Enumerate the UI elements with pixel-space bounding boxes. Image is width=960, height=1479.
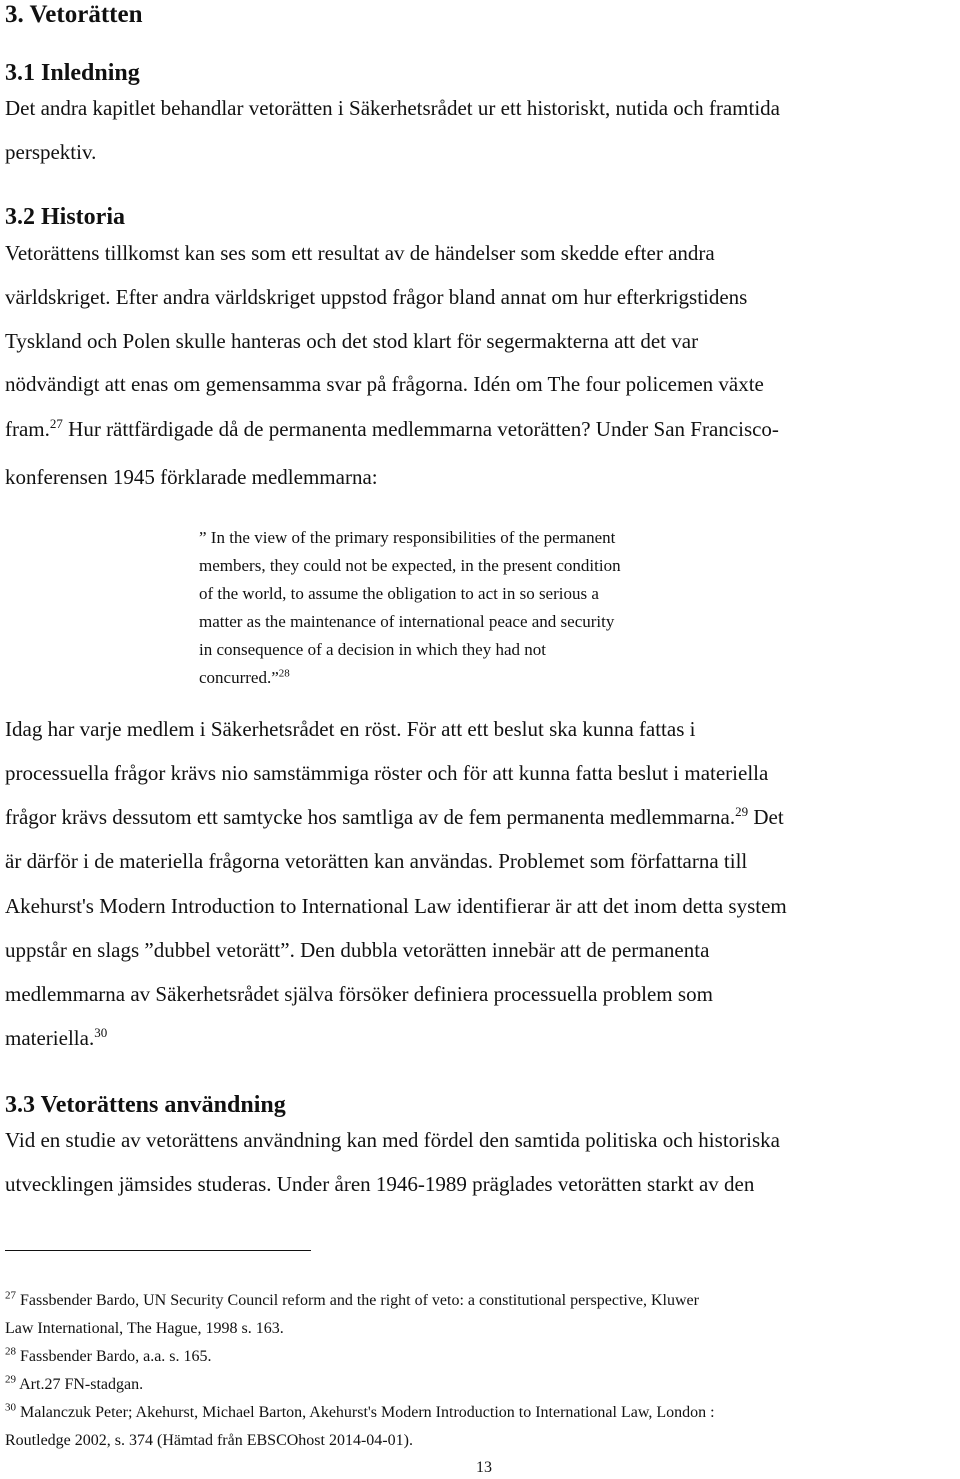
- text-run: Det: [748, 805, 784, 829]
- paragraph-line: medlemmarna av Säkerhetsrådet själva försöker definiera processuella problem som: [5, 982, 713, 1006]
- paragraph-line: Det andra kapitlet behandlar vetorätten i Säkerhetsrådet ur ett historiskt, nutida och framtida: [5, 96, 780, 120]
- text-run: frågor krävs dessutom ett samtycke hos samtliga av de fem permanenta medlemmarna.: [5, 805, 736, 829]
- footnote-27: [5, 1291, 699, 1311]
- quote-line: members, they could not be expected, in the present condition: [199, 556, 621, 575]
- footnote-27-cont: Law International, The Hague, 1998 s. 163.: [5, 1320, 284, 1337]
- paragraph-line: konferensen 1945 förklarade medlemmarna:: [5, 465, 378, 489]
- footnote-ref-27: 27: [49, 416, 63, 431]
- paragraph-line: är därför i de materiella frågorna vetorätten kan användas. Problemet som författarna till: [5, 849, 748, 873]
- footnote-text: Malanczuk Peter; Akehurst, Michael Barton, Akehurst's Modern Introduction to International Law, London :: [16, 1404, 715, 1421]
- page-number: 13: [476, 1459, 492, 1476]
- footnote-ref-28: 28: [278, 667, 290, 680]
- quote-line: [199, 667, 290, 689]
- paragraph-line: Akehurst's Modern Introduction to International Law identifierar är att det inom detta system: [5, 894, 787, 918]
- footnote-number: 27: [5, 1289, 16, 1302]
- paragraph-line: Vid en studie av vetorättens användning kan med fördel den samtida politiska och historiska: [5, 1128, 780, 1152]
- footnote-separator: [5, 1250, 311, 1251]
- quote-line: of the world, to assume the obligation to act in so serious a: [199, 584, 599, 603]
- footnote-number: 29: [5, 1373, 16, 1386]
- text-run: fram.: [5, 417, 50, 441]
- quote-line: ” In the view of the primary responsibilities of the permanent: [199, 528, 616, 547]
- paragraph-line: Idag har varje medlem i Säkerhetsrådet en röst. För att ett beslut ska kunna fattas i: [5, 717, 696, 741]
- paragraph-line: uppstår en slags ”dubbel vetorätt”. Den dubbla vetorätten innebär att de permanenta: [5, 938, 710, 962]
- quote-line: matter as the maintenance of international peace and security: [199, 612, 615, 631]
- footnote-29: [5, 1375, 143, 1395]
- section-heading-3-2: 3.2 Historia: [5, 204, 125, 230]
- footnote-number: 28: [5, 1345, 16, 1358]
- paragraph-line: Vetorättens tillkomst kan ses som ett resultat av de händelser som skedde efter andra: [5, 241, 715, 265]
- paragraph-line: [5, 1025, 107, 1051]
- footnote-text: Art.27 FN-stadgan.: [16, 1376, 144, 1393]
- paragraph-line: processuella frågor krävs nio samstämmiga röster och för att kunna fatta beslut i materiella: [5, 761, 769, 785]
- paragraph-line: utvecklingen jämsides studeras. Under åren 1946-1989 präglades vetorätten starkt av den: [5, 1172, 755, 1196]
- footnote-ref-30: 30: [94, 1025, 108, 1040]
- footnote-number: 30: [5, 1401, 16, 1414]
- quote-line: in consequence of a decision in which they had not: [199, 640, 546, 659]
- text-run: materiella.: [5, 1026, 95, 1050]
- paragraph-line: perspektiv.: [5, 140, 97, 164]
- footnote-text: Fassbender Bardo, a.a. s. 165.: [16, 1348, 212, 1365]
- footnote-30: [5, 1403, 715, 1423]
- section-heading-3-3: 3.3 Vetorättens användning: [5, 1092, 286, 1118]
- paragraph-line: världskriget. Efter andra världskriget uppstod frågor bland annat om hur efterkrigstidens: [5, 285, 748, 309]
- section-heading-3-1: 3.1 Inledning: [5, 60, 140, 86]
- footnote-text: Fassbender Bardo, UN Security Council reform and the right of veto: a constitutional perspective, Kluwer: [16, 1292, 699, 1309]
- paragraph-line: nödvändigt att enas om gemensamma svar på frågorna. Idén om The four policemen växte: [5, 372, 764, 396]
- footnote-ref-29: 29: [735, 804, 749, 819]
- text-run: Hur rättfärdigade då de permanenta medlemmarna vetorätten? Under San Francisco-: [62, 417, 779, 441]
- footnote-28: [5, 1347, 212, 1367]
- footnote-30-cont: Routledge 2002, s. 374 (Hämtad från EBSCOhost 2014-04-01).: [5, 1432, 413, 1449]
- text-run: concurred.”: [199, 668, 279, 687]
- paragraph-line: Tyskland och Polen skulle hanteras och det stod klart för segermakterna att det var: [5, 329, 699, 353]
- paragraph-line: [5, 804, 784, 830]
- chapter-title: 3. Vetorätten: [5, 1, 143, 28]
- paragraph-line: [5, 416, 779, 442]
